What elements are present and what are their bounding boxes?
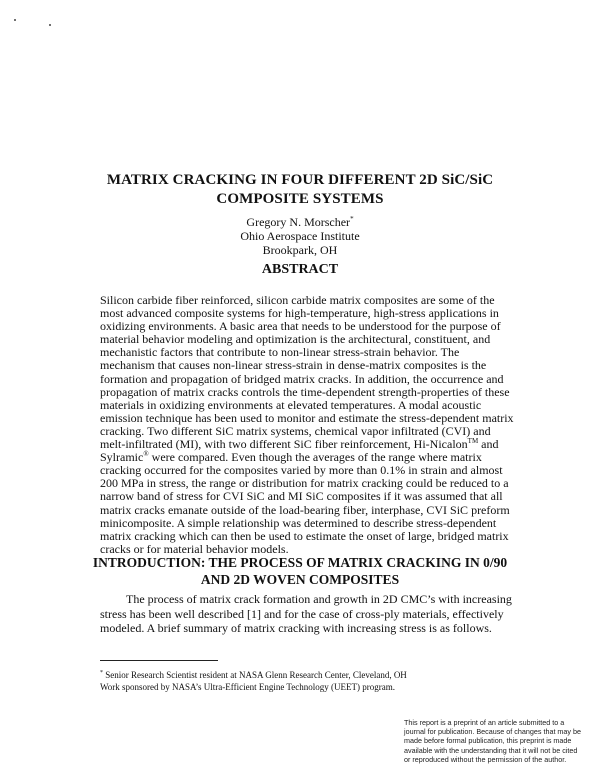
introduction-paragraph bbox=[100, 592, 516, 636]
paper-title bbox=[60, 171, 540, 209]
abstract-part-2: and Sylramic bbox=[100, 437, 499, 465]
title-line-2: COMPOSITE SYSTEMS bbox=[216, 191, 384, 207]
author-block bbox=[150, 212, 450, 257]
intro-body-text: The process of matrix crack formation and growth in 2D CMC’s with increasing stress has been well described [1] and for the case of cross-ply materials, effectively modeled. A brief summary of matrix cracking with increasing stress is as follows. bbox=[100, 592, 512, 636]
intro-heading-line-2: AND 2D WOVEN COMPOSITES bbox=[200, 572, 400, 587]
scan-speck bbox=[14, 19, 16, 21]
footnote-line-2: Work sponsored by NASA’s Ultra-Efficient Engine Technology (UEET) program. bbox=[100, 682, 396, 692]
registered-symbol: ® bbox=[143, 450, 149, 459]
introduction-heading bbox=[60, 554, 540, 588]
abstract-heading: ABSTRACT bbox=[261, 262, 339, 277]
footnote-divider bbox=[100, 660, 218, 661]
intro-heading-line-1: INTRODUCTION: THE PROCESS OF MATRIX CRACKING IN 0/90 bbox=[92, 555, 508, 570]
scan-speck bbox=[49, 24, 51, 26]
author-location: Brookpark, OH bbox=[262, 243, 338, 257]
title-line-1: MATRIX CRACKING IN FOUR DIFFERENT 2D SiC/SiC bbox=[106, 172, 494, 188]
preprint-notice: This report is a preprint of an article submitted to a journal for publication. Because of changes that may be made before formal publication, this preprint is made available with the understanding that it will not be cited or reproduced without the permission of the author. bbox=[404, 718, 582, 764]
author-name: Gregory N. Morscher bbox=[246, 215, 351, 229]
footnote-line-1 bbox=[100, 667, 520, 681]
footnote-text-1: Senior Research Scientist resident at NASA Glenn Research Center, Cleveland, OH bbox=[103, 670, 407, 680]
footnote bbox=[100, 667, 520, 693]
abstract-part-3: were compared. Even though the averages of the range where matrix cracking occurred for the composites varied by more than 0.1% in strain and almost 200 MPa in stress, the range or distribution for matrix cracking could be reduced to a narrow band of stress for CVI SiC and MI SiC composites if it was assumed that all matrix cracks emanate outside of the load-bearing fiber, interphase, CVI SiC preform minicomposite. A simple relationship was determined to describe stress-dependent matrix cracking which can then be used to estimate the onset of large, bridged matrix cracks or for material behavior models. bbox=[100, 450, 510, 556]
footnote-marker: * bbox=[100, 670, 103, 676]
abstract-text bbox=[100, 294, 516, 556]
abstract-part-1: Silicon carbide fiber reinforced, silicon carbide matrix composites are some of the most advanced composite systems for high-temperature, high-stress applications in oxidizing environments. A basic area that needs to be understood for the purpose of material behavior modeling and optimization is the architectural, constituent, and mechanistic factors that contribute to non-linear stress-strain behavior. The mechanism that causes non-linear stress-strain in dense-matrix composites is the formation and propagation of bridged matrix cracks. In addition, the occurrence and propagation of matrix cracks controls the time-dependent strength-properties of these materials in oxidizing environments at elevated temperatures. A modal acoustic emission technique has been used to monitor and estimate the stress-dependent matrix cracking. Two different SiC matrix systems, chemical vapor infiltrated (CVI) and melt-infiltrated (MI), with two different SiC fiber reinforcement, Hi-Nicalon bbox=[100, 293, 514, 452]
author-name-line bbox=[150, 212, 450, 229]
trademark-symbol: TM bbox=[467, 437, 479, 446]
author-footnote-marker: * bbox=[350, 215, 354, 223]
author-affiliation: Ohio Aerospace Institute bbox=[240, 229, 360, 243]
